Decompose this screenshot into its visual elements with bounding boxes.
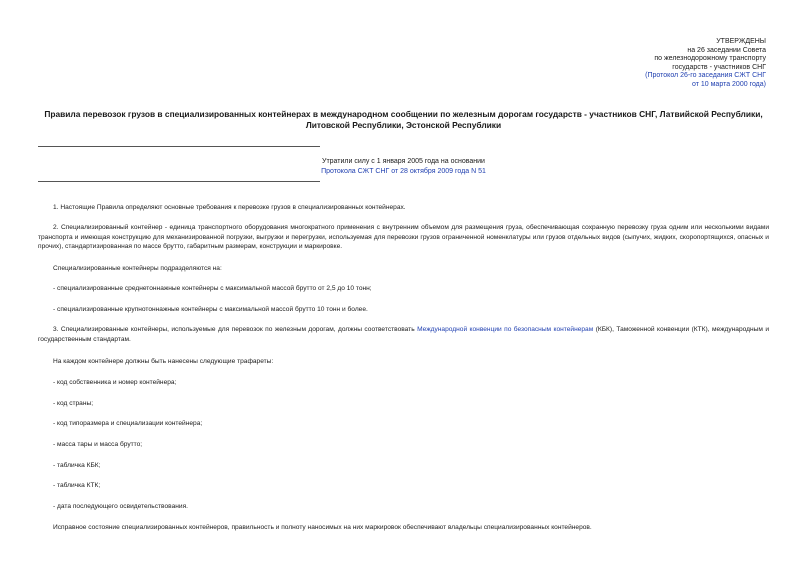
approval-line: УТВЕРЖДЕНЫ bbox=[716, 38, 766, 45]
protocol-link-date[interactable]: от 10 марта 2000 года) bbox=[692, 80, 766, 88]
list-item: - код собственника и номер контейнера; bbox=[53, 379, 177, 386]
list-item: - код типоразмера и специализации контейнера; bbox=[53, 420, 203, 427]
list-item: - специализированные среднетоннажные контейнеры с максимальной массой брутто от 2,5 до 10 тонн; bbox=[53, 285, 372, 292]
list-item: - табличка КБК; bbox=[53, 462, 101, 469]
paragraph-3: Специализированные контейнеры подразделяются на: bbox=[53, 265, 222, 272]
divider-bottom bbox=[38, 181, 320, 182]
paragraph-3-section bbox=[38, 325, 769, 344]
divider-top bbox=[38, 146, 320, 147]
protocol-link[interactable]: (Протокол 26-го заседания СЖТ СНГ bbox=[645, 72, 766, 80]
list-item: - табличка КТК; bbox=[53, 482, 101, 489]
list-item: - дата последующего освидетельствования. bbox=[53, 503, 188, 510]
approval-line: по железнодорожному транспорту bbox=[654, 55, 766, 63]
list-item: - код страны; bbox=[53, 400, 94, 407]
paragraph-final: Исправное состояние специализированных контейнеров, правильность и полноту наносимых на них маркировок обеспечивают владельцы специализированных контейнеров. bbox=[53, 524, 592, 531]
list-item: - масса тары и масса брутто; bbox=[53, 441, 143, 448]
paragraph-text: (КБК), Таможенной конвенции (КТК), международным и государственным стандартам. bbox=[38, 326, 770, 343]
paragraph-2: 2. Специализированный контейнер - единица транспортного оборудования многократного применения с внутренним объемом для размещения груза, обеспечивающая сохранную перевозку груза одним или несколькими видами транспорта и имеющая конструкцию для механизированной погрузки, выгрузки и перегрузки, используемая для перевозки грузов ограниченной номенклатуры или грузов отдельных видов (сыпучих, жидких, скоропортящихся, опасных и прочих), стандартизированная по массе брутто, габаритным размерам, конструкции и маркировке. bbox=[38, 224, 769, 251]
paragraph-text: 3. Специализированные контейнеры, используемые для перевозок по железным дорогам, должны соответствовать bbox=[53, 326, 418, 333]
approval-line: государств - участников СНГ bbox=[672, 63, 766, 71]
approval-line: на 26 заседании Совета bbox=[687, 46, 766, 54]
kbk-convention-link[interactable]: Международной конвенции по безопасным контейнерам bbox=[417, 326, 594, 333]
cancellation-text: Утратили силу с 1 января 2005 года на основании bbox=[322, 158, 485, 165]
cancellation-protocol-link[interactable]: Протокола СЖТ СНГ от 28 октября 2009 года N 51 bbox=[321, 168, 486, 175]
document-title: Правила перевозок грузов в специализированных контейнерах в международном сообщении по железным дорогам государств - участников СНГ, Латвийской Республики, Литовской Республики, Эстонской Республики bbox=[44, 109, 763, 130]
approval-stamp bbox=[645, 38, 766, 90]
cancellation-note bbox=[150, 157, 657, 177]
paragraph-stencils: На каждом контейнере должны быть нанесены следующие трафареты: bbox=[53, 358, 274, 365]
paragraph-1: 1. Настоящие Правила определяют основные требования к перевозке грузов в специализированных контейнерах. bbox=[53, 204, 406, 211]
list-item: - специализированные крупнотоннажные контейнеры с максимальной массой брутто 10 тонн и более. bbox=[53, 306, 368, 313]
